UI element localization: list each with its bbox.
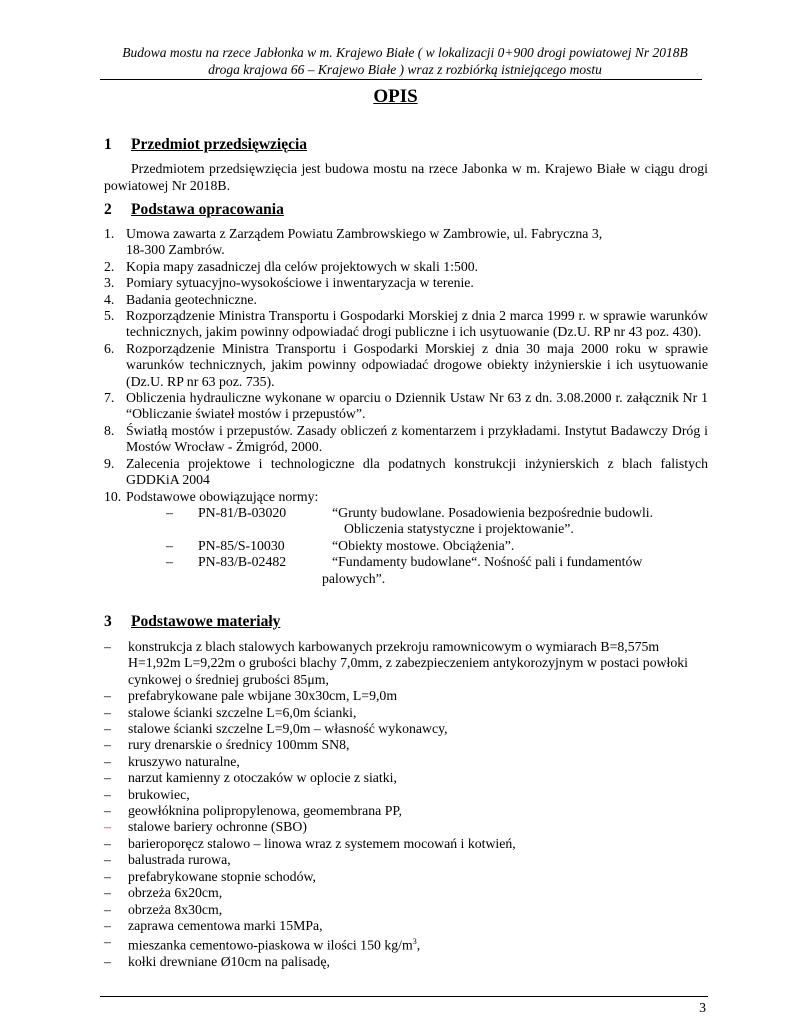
list-item: 8. Światłą mostów i przepustów. Zasady obliczeń z komentarzem i przykładami. Instytut Badawczy Dróg i Mostów Wrocław - Żmigród, 2000.	[104, 422, 708, 455]
list-item: 9. Zalecenia projektowe i technologiczne dla podatnych konstrukcji inżynierskich z blach falistych GDDKiA 2004	[104, 455, 708, 488]
list-item: – obrzeża 6x20cm,	[104, 885, 223, 901]
list-item: – barieroporęcz stalowo – linowa wraz z systemem mocowań i kotwień,	[104, 835, 516, 851]
header-line-1: Budowa mostu na rzece Jabłonka w m. Krajewo Białe ( w lokalizacji 0+900 drogi powiatowej Nr 2018B	[122, 45, 688, 60]
page-number: 3	[699, 1000, 706, 1015]
list-item: – mieszanka cementowo-piaskowa w ilości 150 $kg/m^3$,	[104, 934, 421, 953]
list-item: 1. Umowa zawarta z Zarządem Powiatu Zambrowskiego w Zambrowie, ul. Fabryczna 3, 18-300 Zambrów.	[104, 226, 603, 258]
norm-code: PN-83/B-02482	[198, 554, 287, 570]
section-1-number: 1	[104, 136, 112, 153]
list-item: – stalowe ścianki szczelne L=6,0m ścianki,	[104, 704, 357, 720]
list-item: – stalowe bariery ochronne (SBO)	[104, 819, 307, 835]
norm-code: PN-85/S-10030	[198, 537, 285, 553]
list-item: – kruszywo naturalne,	[104, 753, 240, 769]
list-item: – prefabrykowane stopnie schodów,	[104, 868, 316, 884]
header-rule	[100, 79, 702, 80]
list-item: 4. Badania geotechniczne.	[104, 291, 258, 307]
list-item: 7. Obliczenia hydrauliczne wykonane w oparciu o Dziennik Ustaw Nr 63 z dn. 3.08.2000 r. załącznik Nr 1 “Obliczanie świateł mostów i przepustów”.	[104, 390, 708, 422]
list-item: – zaprawa cementowa marki 15MPa,	[104, 917, 323, 933]
norm-item: – PN-83/B-02482 “Fundamenty budowlane“. Nośność pali i fundamentów palowych”.	[166, 554, 643, 586]
header-line-2: droga krajowa 66 – Krajewo Białe ) wraz z rozbiórką istniejącego mostu	[208, 62, 602, 77]
document-title: OPIS	[373, 86, 418, 107]
section-3-heading	[104, 613, 280, 631]
section-2-heading	[104, 201, 284, 219]
list-item: – narzut kamienny z otoczaków w oplocie z siatki,	[104, 770, 397, 786]
list-item: – geowłóknina polipropylenowa, geomembrana PP,	[104, 803, 402, 819]
list-item: – brukowiec,	[104, 786, 190, 802]
list-item: 5. Rozporządzenie Ministra Transportu i Gospodarki Morskiej z dnia 2 marca 1999 r. w sprawie warunków technicznych, jakim powinny odpowiadać drogi publiczne i ich usytuowanie (Dz.U. RP nr 43 poz. 430).	[104, 308, 708, 340]
list-item: – prefabrykowane pale wbijane 30x30cm, L=9,0m	[104, 688, 398, 704]
list-item: – rury drenarskie o średnicy 100mm SN8,	[104, 737, 350, 753]
list-item: 2. Kopia mapy zasadniczej dla celów projektowych w skali 1:500.	[104, 258, 479, 274]
section-2-number: 2	[104, 201, 112, 218]
section-2-title: Podstawa opracowania	[131, 201, 284, 218]
list-item: 6. Rozporządzenie Ministra Transportu i Gospodarki Morskiej z dnia 30 maja 2000 roku w sprawie warunków technicznych, jakim powinny odpowiadać drogowe obiekty inżynierskie i ich usytuowanie (Dz.U. RP nr 63 poz. 735).	[104, 340, 708, 389]
materials-list	[104, 639, 708, 971]
norm-item: – PN-81/B-03020 “Grunty budowlane. Posadowienia bezpośrednie budowli. Obliczenia statystyczne i projektowanie”.	[166, 504, 654, 537]
list-item: 10. Podstawowe obowiązujące normy: – PN-81/B-03020 “Grunty budowlane. Posadowienia bezpośrednie budowli. Obliczenia statystyczne i projektowanie”. – PN-85/S-10030 “Obiekty mostowe. Obciążenia”. – PN-83/B-02482 “Fundamenty budowlane“. Nośność pali i fundamentów palowych”.	[104, 489, 708, 587]
norm-code: PN-81/B-03020	[198, 504, 287, 520]
list-item: – konstrukcja z blach stalowych karbowanych przekroju ramownicowym o wymiarach B=8,575m H=1,92m L=9,22m o grubości blachy 7,0mm, z zabezpieczeniem antykorozyjnym w postaci powłoki cynkowej o średniej grubości 85μm,	[104, 639, 689, 687]
list-item: 3. Pomiary sytuacyjno-wysokościowe i inwentaryzacja w terenie.	[104, 275, 474, 291]
list-item: – kołki drewniane Ø10cm na palisadę,	[104, 954, 330, 970]
section-3-number: 3	[104, 613, 112, 630]
section-1-title: Przedmiot przedsięwzięcia	[131, 136, 308, 153]
document-header	[100, 44, 710, 78]
list-item: – obrzeża 8x30cm,	[104, 901, 223, 917]
list-item: – balustrada rurowa,	[104, 852, 231, 868]
norms-list	[126, 505, 708, 587]
footer-rule	[100, 996, 708, 997]
references-list	[104, 226, 708, 587]
section-1-text: Przedmiotem przedsięwzięcia jest budowa mostu na rzece Jabonka w m. Krajewo Białe w ciągu drogi powiatowej Nr 2018B.	[104, 161, 708, 193]
list-item: – stalowe ścianki szczelne L=9,0m – własność wykonawcy,	[104, 721, 448, 737]
section-3-title: Podstawowe materiały	[131, 613, 281, 630]
section-1-heading	[104, 136, 307, 154]
norm-item: – PN-85/S-10030 “Obiekty mostowe. Obciążenia”.	[166, 537, 515, 553]
